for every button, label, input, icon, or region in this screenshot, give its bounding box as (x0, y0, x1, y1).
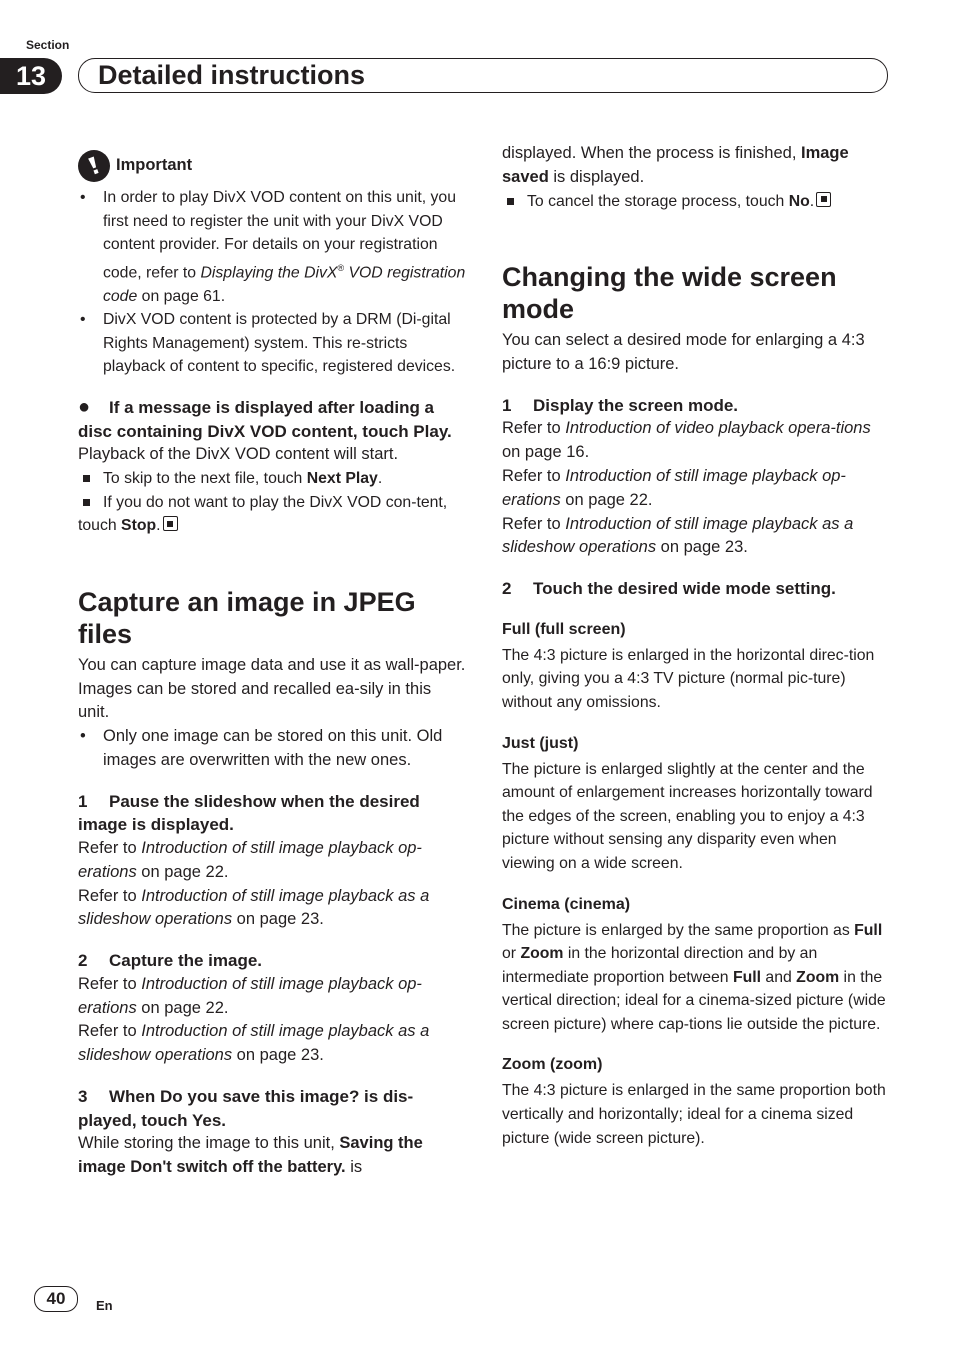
capture-step-2-ref-b: Refer to Introduction of still image playback as a slideshow operations on page 23. (78, 1022, 430, 1065)
wide-title: Changing the wide screen mode (502, 262, 837, 325)
left-column (78, 150, 466, 1180)
capture-title: Capture an image in JPEG files (78, 586, 416, 649)
note-next-play: To skip to the next file, touch Next Play. (78, 467, 466, 491)
note-cancel: To cancel the storage process, touch No. (502, 190, 892, 214)
note-stop: If you do not want to play the DivX VOD con-tent, touch Stop. (78, 491, 466, 538)
wide-intro: You can select a desired mode for enlarging a 4:3 picture to a 16:9 picture. (502, 331, 865, 373)
wide-step-2: 2 Touch the desired wide mode setting. (502, 579, 836, 599)
wide-step-1-ref-b: Refer to Introduction of still image playback op-erations on page 22. (502, 466, 846, 509)
mode-full-heading: Full (full screen) (502, 620, 626, 638)
stop-icon (163, 516, 178, 531)
capture-step-2-ref-a: Refer to Introduction of still image playback op-erations on page 22. (78, 974, 422, 1017)
mode-zoom-body: The 4:3 picture is enlarged in the same proportion both vertically and horizontally; ideal for a cinema sized picture (wide screen picture). (502, 1082, 886, 1147)
capture-step-3-continued: displayed. When the process is finished, Image saved is displayed. (502, 144, 849, 186)
mode-cinema-heading: Cinema (cinema) (502, 895, 631, 913)
stop-icon (816, 192, 831, 207)
capture-bullet: • Only one image can be stored on this unit. Old images are overwritten with the new ones. (78, 725, 466, 773)
important-item-2: • DivX VOD content is protected by a DRM (Di-gital Rights Management) system. This re-stricts playback of content to specific, registered devices. (78, 308, 466, 379)
mode-cinema-body: The picture is enlarged by the same proportion as Full or Zoom in the horizontal direction and by an intermediate proportion between Full and Zoom in the vertical direction; ideal for a cinema-sized picture (wide screen picture) where cap-tions lie outside the picture. (502, 921, 886, 1033)
capture-step-1-ref-a: Refer to Introduction of still image playback op-erations on page 22. (78, 838, 422, 881)
important-item-1: • In order to play DivX VOD content on this unit, you first need to register the unit with your DivX VOD content provider. For details on your registration code, refer to Displaying the DivX® VOD registration code on page 61. (78, 186, 466, 308)
divx-message-body: Playback of the DivX VOD content will start. (78, 445, 399, 464)
section-number-badge: 13 (0, 58, 62, 94)
capture-step-3-body: While storing the image to this unit, Saving the image Don't switch off the battery. is (78, 1134, 423, 1176)
mode-just-heading: Just (just) (502, 734, 579, 752)
section-label: Section (26, 38, 70, 52)
page-number: 40 (34, 1286, 78, 1312)
divx-message-heading: ● If a message is displayed after loading a disc containing DivX VOD content, touch Play. (78, 396, 452, 441)
language-code: En (96, 1298, 113, 1313)
mode-just-body: The picture is enlarged slightly at the center and the amount of enlargement increases horizontally toward the edges of the screen, enabling you to enjoy a 4:3 picture without sensing any disparity even when viewing on a wide screen. (502, 760, 873, 872)
mode-zoom-heading: Zoom (zoom) (502, 1056, 603, 1074)
mode-full-body: The 4:3 picture is enlarged in the horizontal direc-tion only, giving you a 4:3 TV picture (normal pic-ture) without any omissions. (502, 646, 875, 711)
capture-step-2: 2 Capture the image. (78, 951, 263, 971)
important-icon (78, 150, 110, 182)
capture-bullets (78, 725, 466, 773)
important-heading (78, 150, 466, 182)
important-label: Important (116, 156, 193, 175)
right-column (502, 142, 892, 1150)
wide-step-1: 1 Display the screen mode. (502, 395, 739, 415)
capture-step-3: 3 When Do you save this image? is dis-played, touch Yes. (78, 1086, 414, 1130)
important-list (78, 186, 466, 379)
wide-step-1-ref-a: Refer to Introduction of video playback opera-tions on page 16. (502, 419, 871, 462)
wide-step-1-ref-c: Refer to Introduction of still image playback as a slideshow operations on page 23. (502, 514, 854, 557)
section-title: Detailed instructions (98, 60, 366, 90)
capture-intro: You can capture image data and use it as wall-paper. Images can be stored and recalled ea-sily in this unit. (78, 655, 466, 722)
capture-step-1: 1 Pause the slideshow when the desired image is displayed. (78, 791, 420, 835)
capture-step-1-ref-b: Refer to Introduction of still image playback as a slideshow operations on page 23. (78, 886, 430, 929)
